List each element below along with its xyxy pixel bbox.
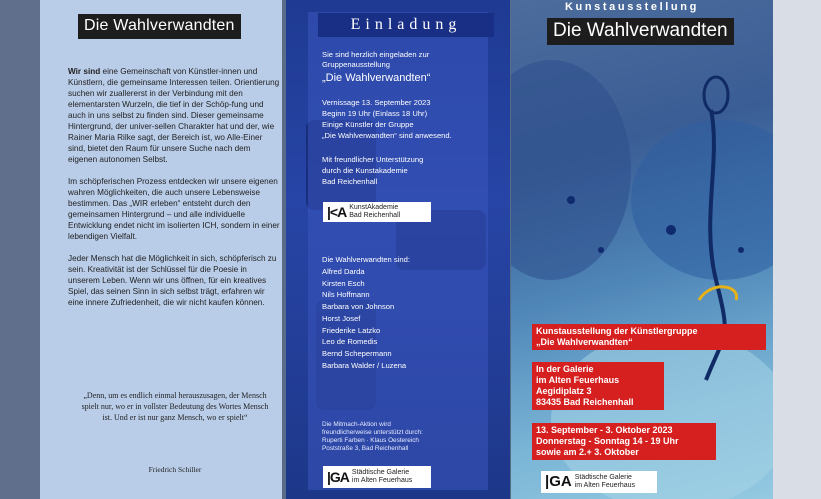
right-supertitle: Kunstausstellung: [565, 1, 699, 13]
paragraph-2: Im schöpferischen Prozess entdecken wir unsere eigenen wahren Möglichkeiten, die auch unsere Lebensweise bestimmen. Das „WIR erleben“ entsteht durch den gemeinsamen Hintergrund – und alle individuelle Entwicklung endet nicht im isolierten ICH, sondern in einer lebendigen Vielfalt.: [68, 177, 280, 241]
logo-line-2: Bad Reichenhall: [349, 212, 401, 219]
middle-panel: [286, 0, 510, 499]
location-line-3: Aegidiplatz 3: [536, 386, 592, 396]
info-box-group-line-2: „Die Wahlverwandten“: [536, 337, 633, 347]
location-line-1: In der Galerie: [536, 364, 594, 374]
vernissage-time: Beginn 19 Uhr (Einlass 18 Uhr): [322, 109, 428, 118]
schiller-quote: „Denn, um es endlich einmal herauszusagen, der Mensch spielt nur, wo er in vollster Bedeutung des Wortes Mensch ist. Und er ist nur ganz Mensch, wo er spielt“: [81, 391, 269, 422]
artists-heading: Die Wahlverwandten sind:: [322, 255, 410, 264]
info-box-dates: [532, 423, 716, 460]
artist-name: Barbara Walder / Luzena: [322, 360, 407, 370]
background-edge-right: [773, 0, 821, 499]
artist-name: Alfred Darda: [322, 267, 365, 276]
artists-present-1: Einige Künstler der Gruppe: [322, 120, 414, 129]
support-line-2: durch die Kunstakademie: [322, 166, 408, 175]
artist-name: Nils Hoffmann: [322, 290, 370, 300]
quote-author: Friedrich Schiller: [148, 465, 202, 474]
kunstakademie-logo: [323, 202, 431, 222]
support-line-1: Mit freundlicher Unterstützung: [322, 155, 424, 164]
mitmach-line-3: Ruperti Farben · Klaus Oestereich: [322, 437, 419, 444]
artist-name: Bernd Schepermann: [322, 348, 392, 358]
galerie-right-line-2: im Alten Feuerhaus: [574, 482, 636, 489]
invite-line-2: Gruppenausstellung: [322, 60, 390, 69]
dates-line-1: 13. September - 3. Oktober 2023: [536, 425, 673, 435]
artist-name: Leo de Romedis: [322, 337, 378, 347]
location-line-4: 83435 Bad Reichenhall: [536, 397, 634, 407]
paragraph-1-rest: eine Gemeinschaft von Künstler-innen und Künstlern, die gemeinsame Interessen teilen. Orientierung suchen wir zuallererst in der Verbindung mit den elementarsten Wurzeln, die tief in der Schöp-fung und auch in uns selbst zu finden sind. Dieser gemeinsame Hintergrund, der univer-sellen Charakter hat und der, wie Rainer Maria Rilke sagt, der Bereich ist, wo Alle-Einer sind, bietet den Raum für unsere Suche nach dem eigenen autonomen Selbst.: [68, 67, 280, 164]
support-line-3: Bad Reichenhall: [322, 177, 378, 186]
galerie-logo-right-text: [575, 474, 635, 490]
dates-line-2: Donnerstag - Sonntag 14 - 19 Uhr: [536, 436, 679, 446]
invitation-heading: Einladung: [318, 13, 494, 37]
left-title: Die Wahlverwandten: [78, 14, 241, 39]
info-box-group: [532, 324, 766, 350]
mitmach-line-2: freundlicherweise unterstützt durch:: [322, 429, 423, 436]
galerie-logo-right: [541, 471, 657, 493]
paragraph-1-bold: Wir sind: [68, 67, 101, 76]
dates-line-3: sowie am 2.+ 3. Oktober: [536, 447, 639, 457]
artist-name: Friederike Latzko: [322, 325, 381, 335]
kunstakademie-logo-text: [349, 204, 400, 220]
galerie-logo-mark: |GA: [327, 469, 349, 485]
galerie-right-line-1: Städtische Galerie: [574, 474, 632, 481]
galerie-logo: [323, 466, 431, 488]
invite-line-1: Sie sind herzlich eingeladen zur: [322, 50, 430, 59]
invite-title: „Die Wahlverwandten“: [322, 72, 431, 84]
location-line-2: im Alten Feuerhaus: [536, 375, 620, 385]
galerie-logo-right-mark: |GA: [545, 473, 572, 490]
galerie-line-1: Städtische Galerie: [351, 469, 410, 476]
mitmach-line-1: Die Mitmach-Aktion wird: [322, 421, 391, 428]
galerie-logo-text: [352, 469, 412, 485]
paragraph-1: [68, 66, 280, 165]
kunstakademie-logo-mark: |<A: [327, 204, 347, 220]
vernissage-date: Vernissage 13. September 2023: [322, 98, 431, 107]
right-panel: [511, 0, 773, 499]
artists-present-2: „Die Wahlverwandten“ sind anwesend.: [322, 131, 452, 140]
paragraph-3: Jeder Mensch hat die Möglichkeit in sich, schöpferisch zu sein. Kreativität ist der Schlüssel für die Poesie in unserem Leben. Wenn wir uns öffnen, für ein kreatives Spiel, das seinen Sinn in sich selbst trägt, erfahren wir eine innere Zufriedenheit, die wir nicht kaufen können.: [68, 254, 277, 307]
logo-line-1: KunstAkademie: [349, 204, 399, 211]
info-box-location: [532, 362, 664, 410]
mitmach-line-4: Poststraße 3, Bad Reichenhall: [322, 445, 409, 452]
info-box-group-line-1: Kunstausstellung der Künstlergruppe: [536, 326, 698, 336]
artist-name: Barbara von Johnson: [322, 302, 395, 312]
left-panel: [40, 0, 282, 499]
galerie-line-2: im Alten Feuerhaus: [351, 477, 413, 484]
mitmach-note: [322, 421, 423, 453]
artist-name: Horst Josef: [322, 313, 361, 323]
artist-name: Kirsten Esch: [322, 278, 365, 288]
left-body-text: [68, 66, 280, 319]
right-title: Die Wahlverwandten: [547, 18, 734, 45]
background-edge-left: [0, 0, 40, 499]
